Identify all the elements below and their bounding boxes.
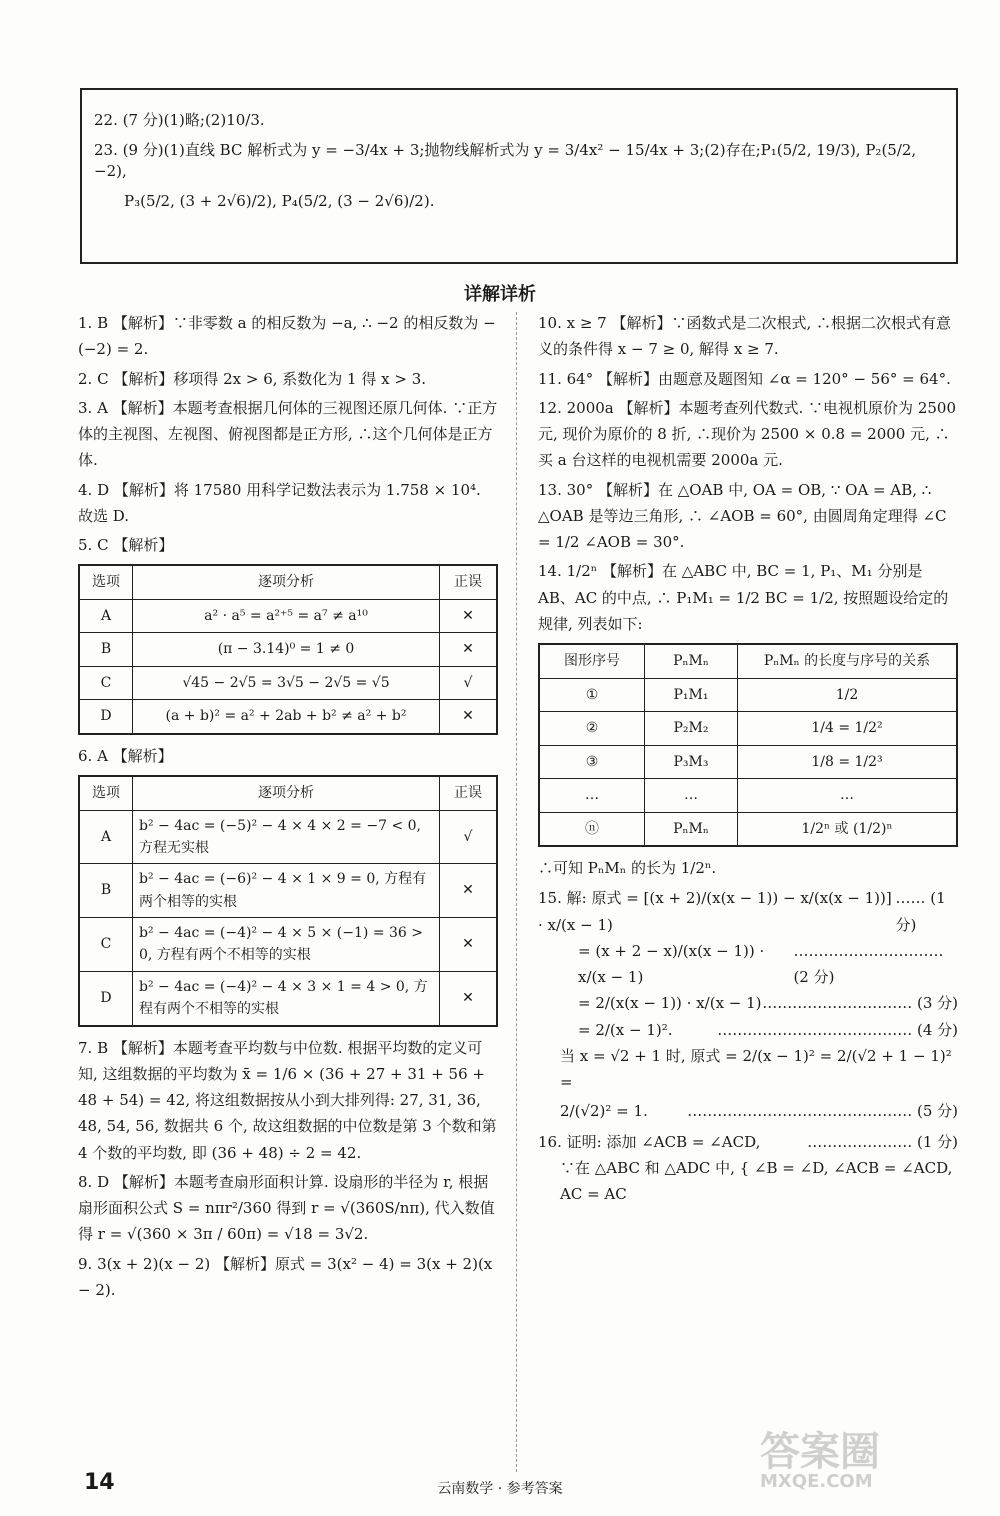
answer-7: 7. B 【解析】本题考查平均数与中位数. 根据平均数的定义可知, 这组数据的平均数为 x̄ = 1/6 × (36 + 27 + 31 + 56 + 48 + 54) = 42, 将这组数据按从小到大排列得: 27, 31, 36, 48, 54, 56, 数据共 6 个, 故这组数据的中位数是第 3 个数和第 4 个数的平均数, 即 (36 + 48) ÷ 2 = 42. (78, 1038, 497, 1162)
step-expression: 16. 证明: 添加 ∠ACB = ∠ACD, (538, 1132, 761, 1151)
table-header (79, 776, 497, 810)
header-result: 正误 (440, 565, 498, 599)
cell-length: 1/2ⁿ 或 (1/2)ⁿ (738, 812, 958, 846)
answer-16 (538, 1129, 958, 1208)
step-expression: = 2/(x − 1)². (578, 1020, 673, 1039)
header-analysis: 逐项分析 (133, 776, 440, 810)
page-number: 14 (84, 1470, 115, 1495)
answer-10: 10. x ≥ 7 【解析】∵函数式是二次根式, ∴根据二次根式有意义的条件得 x − 7 ≥ 0, 解得 x ≥ 7. (538, 314, 952, 359)
cell-figure: … (539, 779, 645, 813)
table-header (79, 565, 497, 599)
answer-5: 5. C 【解析】 (78, 536, 174, 554)
answer-4: 4. D 【解析】将 17580 用科学记数法表示为 1.758 × 10⁴. 故选 D. (78, 480, 481, 525)
table-q14 (538, 643, 958, 847)
cell-analysis: (π − 3.14)⁰ = 1 ≠ 0 (133, 633, 440, 667)
cell-figure: ③ (539, 745, 645, 779)
answer-13: 13. 30° 【解析】在 △OAB 中, OA = OB, ∵ OA = AB, ∴ △OAB 是等边三角形, ∴ ∠AOB = 60°, 由圆周角定理得 ∠C = 1/2 ∠AOB = 30°. (538, 480, 947, 551)
step-row (538, 938, 958, 991)
cell-result: ✕ (440, 864, 498, 918)
cell-analysis: b² − 4ac = (−5)² − 4 × 4 × 2 = −7 < 0, 方程无实根 (133, 810, 440, 864)
cell-figure: ⓝ (539, 812, 645, 846)
step-expression: 2/(√2)² = 1. (560, 1102, 648, 1121)
table-row (79, 599, 497, 633)
answer-9: 9. 3(x + 2)(x − 2) 【解析】原式 = 3(x² − 4) = 3(x + 2)(x − 2). (78, 1254, 493, 1299)
header-figure-number: 图形序号 (539, 644, 645, 678)
answer-22: 22. (7 分)(1)略;(2)10/3. (94, 111, 265, 129)
step-score: ………………………… (2 分) (793, 941, 944, 986)
step-score: …… (1 分) (895, 889, 946, 934)
header-option: 选项 (79, 776, 133, 810)
cell-length: 1/4 = 1/2² (738, 712, 958, 746)
table-row (79, 810, 497, 864)
cell-analysis: b² − 4ac = (−6)² − 4 × 1 × 9 = 0, 方程有两个相等的实根 (133, 864, 440, 918)
cell-result: √ (440, 666, 498, 700)
table-row (79, 700, 497, 734)
cell-option: A (79, 810, 133, 864)
cell-analysis: √45 − 2√5 = 3√5 − 2√5 = √5 (133, 666, 440, 700)
table-row (539, 712, 957, 746)
step-row (538, 1098, 958, 1124)
answer-11: 11. 64° 【解析】由题意及题图知 ∠α = 120° − 56° = 64°. (538, 369, 951, 388)
cell-option: B (79, 864, 133, 918)
table-row (79, 633, 497, 667)
table-q6 (78, 775, 498, 1027)
answer-12: 12. 2000a 【解析】本题考查列代数式. ∵电视机原价为 2500 元, 现价为原价的 8 折, ∴现价为 2500 × 0.8 = 2000 元, ∴买 a 台这样的电视机需要 2000a 元. (538, 398, 956, 470)
answer-summary-box (80, 88, 958, 264)
answer-23-continued: P₃(5/2, (3 + 2√6)/2), P₄(5/2, (3 − 2√6)/2). (124, 191, 435, 210)
step-score: ………………………… (3 分) (762, 994, 958, 1013)
table-q5 (78, 564, 498, 735)
right-column (538, 310, 958, 1211)
step-score: ……………………………………… (5 分) (687, 1102, 958, 1121)
cell-result: ✕ (440, 971, 498, 1025)
table-row (79, 864, 497, 918)
answer-2: 2. C 【解析】移项得 2x > 6, 系数化为 1 得 x > 3. (78, 369, 427, 388)
cell-result: ✕ (440, 633, 498, 667)
cell-analysis: a² · a⁵ = a²⁺⁵ = a⁷ ≠ a¹⁰ (133, 599, 440, 633)
answer-8: 8. D 【解析】本题考查扇形面积计算. 设扇形的半径为 r, 根据扇形面积公式 S = nπr²/360 得到 r = √(360S/nπ), 代入数值得 r = √(360 × 3π / 60π) = √18 = 3√2. (78, 1172, 495, 1244)
step-row (538, 1129, 958, 1155)
cell-length: 1/8 = 1/2³ (738, 745, 958, 779)
proof-condition: ∵在 △ABC 和 △ADC 中, { ∠B = ∠D, ∠ACB = ∠ACD, AC = AC (560, 1158, 953, 1203)
cell-option: C (79, 666, 133, 700)
table-row (539, 745, 957, 779)
cell-option: D (79, 971, 133, 1025)
cell-length: 1/2 (738, 678, 958, 712)
cell-segment: PₙMₙ (645, 812, 738, 846)
table-row (539, 812, 957, 846)
step-expression: = (x + 2 − x)/(x(x − 1)) · x/(x − 1) (578, 941, 765, 986)
header-analysis: 逐项分析 (133, 565, 440, 599)
cell-analysis: b² − 4ac = (−4)² − 4 × 3 × 1 = 4 > 0, 方程有两个不相等的实根 (133, 971, 440, 1025)
header-result: 正误 (440, 776, 498, 810)
header-option: 选项 (79, 565, 133, 599)
cell-result: ✕ (440, 918, 498, 972)
cell-analysis: (a + b)² = a² + 2ab + b² ≠ a² + b² (133, 700, 440, 734)
footer-title: 云南数学 · 参考答案 (437, 1481, 563, 1497)
cell-analysis: b² − 4ac = (−4)² − 4 × 5 × (−1) = 36 > 0, 方程有两个不相等的实根 (133, 918, 440, 972)
table-row (539, 779, 957, 813)
cell-length: … (738, 779, 958, 813)
step-score: ………………… (1 分) (807, 1132, 958, 1151)
answer-1: 1. B 【解析】∵非零数 a 的相反数为 −a, ∴ −2 的相反数为 −(−2) = 2. (78, 314, 496, 359)
table-row (79, 971, 497, 1025)
answer-15 (538, 885, 958, 1124)
table-row (79, 666, 497, 700)
cell-figure: ① (539, 678, 645, 712)
substitution-line: 当 x = √2 + 1 时, 原式 = 2/(x − 1)² = 2/(√2 + 1 − 1)² = (560, 1046, 952, 1091)
answer-14: 14. 1/2ⁿ 【解析】在 △ABC 中, BC = 1, P₁、M₁ 分别是 AB、AC 的中点, ∴ P₁M₁ = 1/2 BC = 1/2, 按照题设给定的规律, 列表如下: (538, 562, 949, 633)
watermark-site: MXQE.COM (760, 1471, 873, 1492)
left-column (78, 310, 498, 1306)
cell-figure: ② (539, 712, 645, 746)
step-expression: 15. 解: 原式 = [(x + 2)/(x(x − 1)) − x/(x(x − 1))] · x/(x − 1) (538, 889, 892, 934)
header-segment: PₙMₙ (645, 644, 738, 678)
table-row (539, 678, 957, 712)
section-title: 详解详析 (464, 284, 536, 305)
cell-result: ✕ (440, 700, 498, 734)
step-row (538, 990, 958, 1016)
cell-option: C (79, 918, 133, 972)
answer-14-conclusion: ∴可知 PₙMₙ 的长为 1/2ⁿ. (538, 859, 717, 877)
answer-6: 6. A 【解析】 (78, 746, 173, 765)
cell-segment: P₁M₁ (645, 678, 738, 712)
answer-23: 23. (9 分)(1)直线 BC 解析式为 y = −3/4x + 3;抛物线解析式为 y = 3/4x² − 15/4x + 3;(2)存在;P₁(5/2, 19/3), P₂(5/2, −2), (94, 141, 917, 180)
table-row (79, 918, 497, 972)
cell-segment: P₃M₃ (645, 745, 738, 779)
watermark-logo: 答案圈 (760, 1429, 880, 1475)
step-row (538, 885, 958, 938)
step-expression: = 2/(x(x − 1)) · x/(x − 1) (578, 994, 762, 1013)
cell-option: A (79, 599, 133, 633)
cell-result: ✕ (440, 599, 498, 633)
cell-result: √ (440, 810, 498, 864)
column-divider (516, 312, 517, 1472)
cell-segment: … (645, 779, 738, 813)
answer-3: 3. A 【解析】本题考查根据几何体的三视图还原几何体. ∵正方体的主视图、左视图、俯视图都是正方形, ∴这个几何体是正方体. (78, 398, 498, 470)
header-relation: PₙMₙ 的长度与序号的关系 (738, 644, 958, 678)
cell-option: D (79, 700, 133, 734)
table-header (539, 644, 957, 678)
cell-option: B (79, 633, 133, 667)
step-score: ………………………………… (4 分) (717, 1020, 958, 1039)
step-row (538, 1017, 958, 1043)
cell-segment: P₂M₂ (645, 712, 738, 746)
